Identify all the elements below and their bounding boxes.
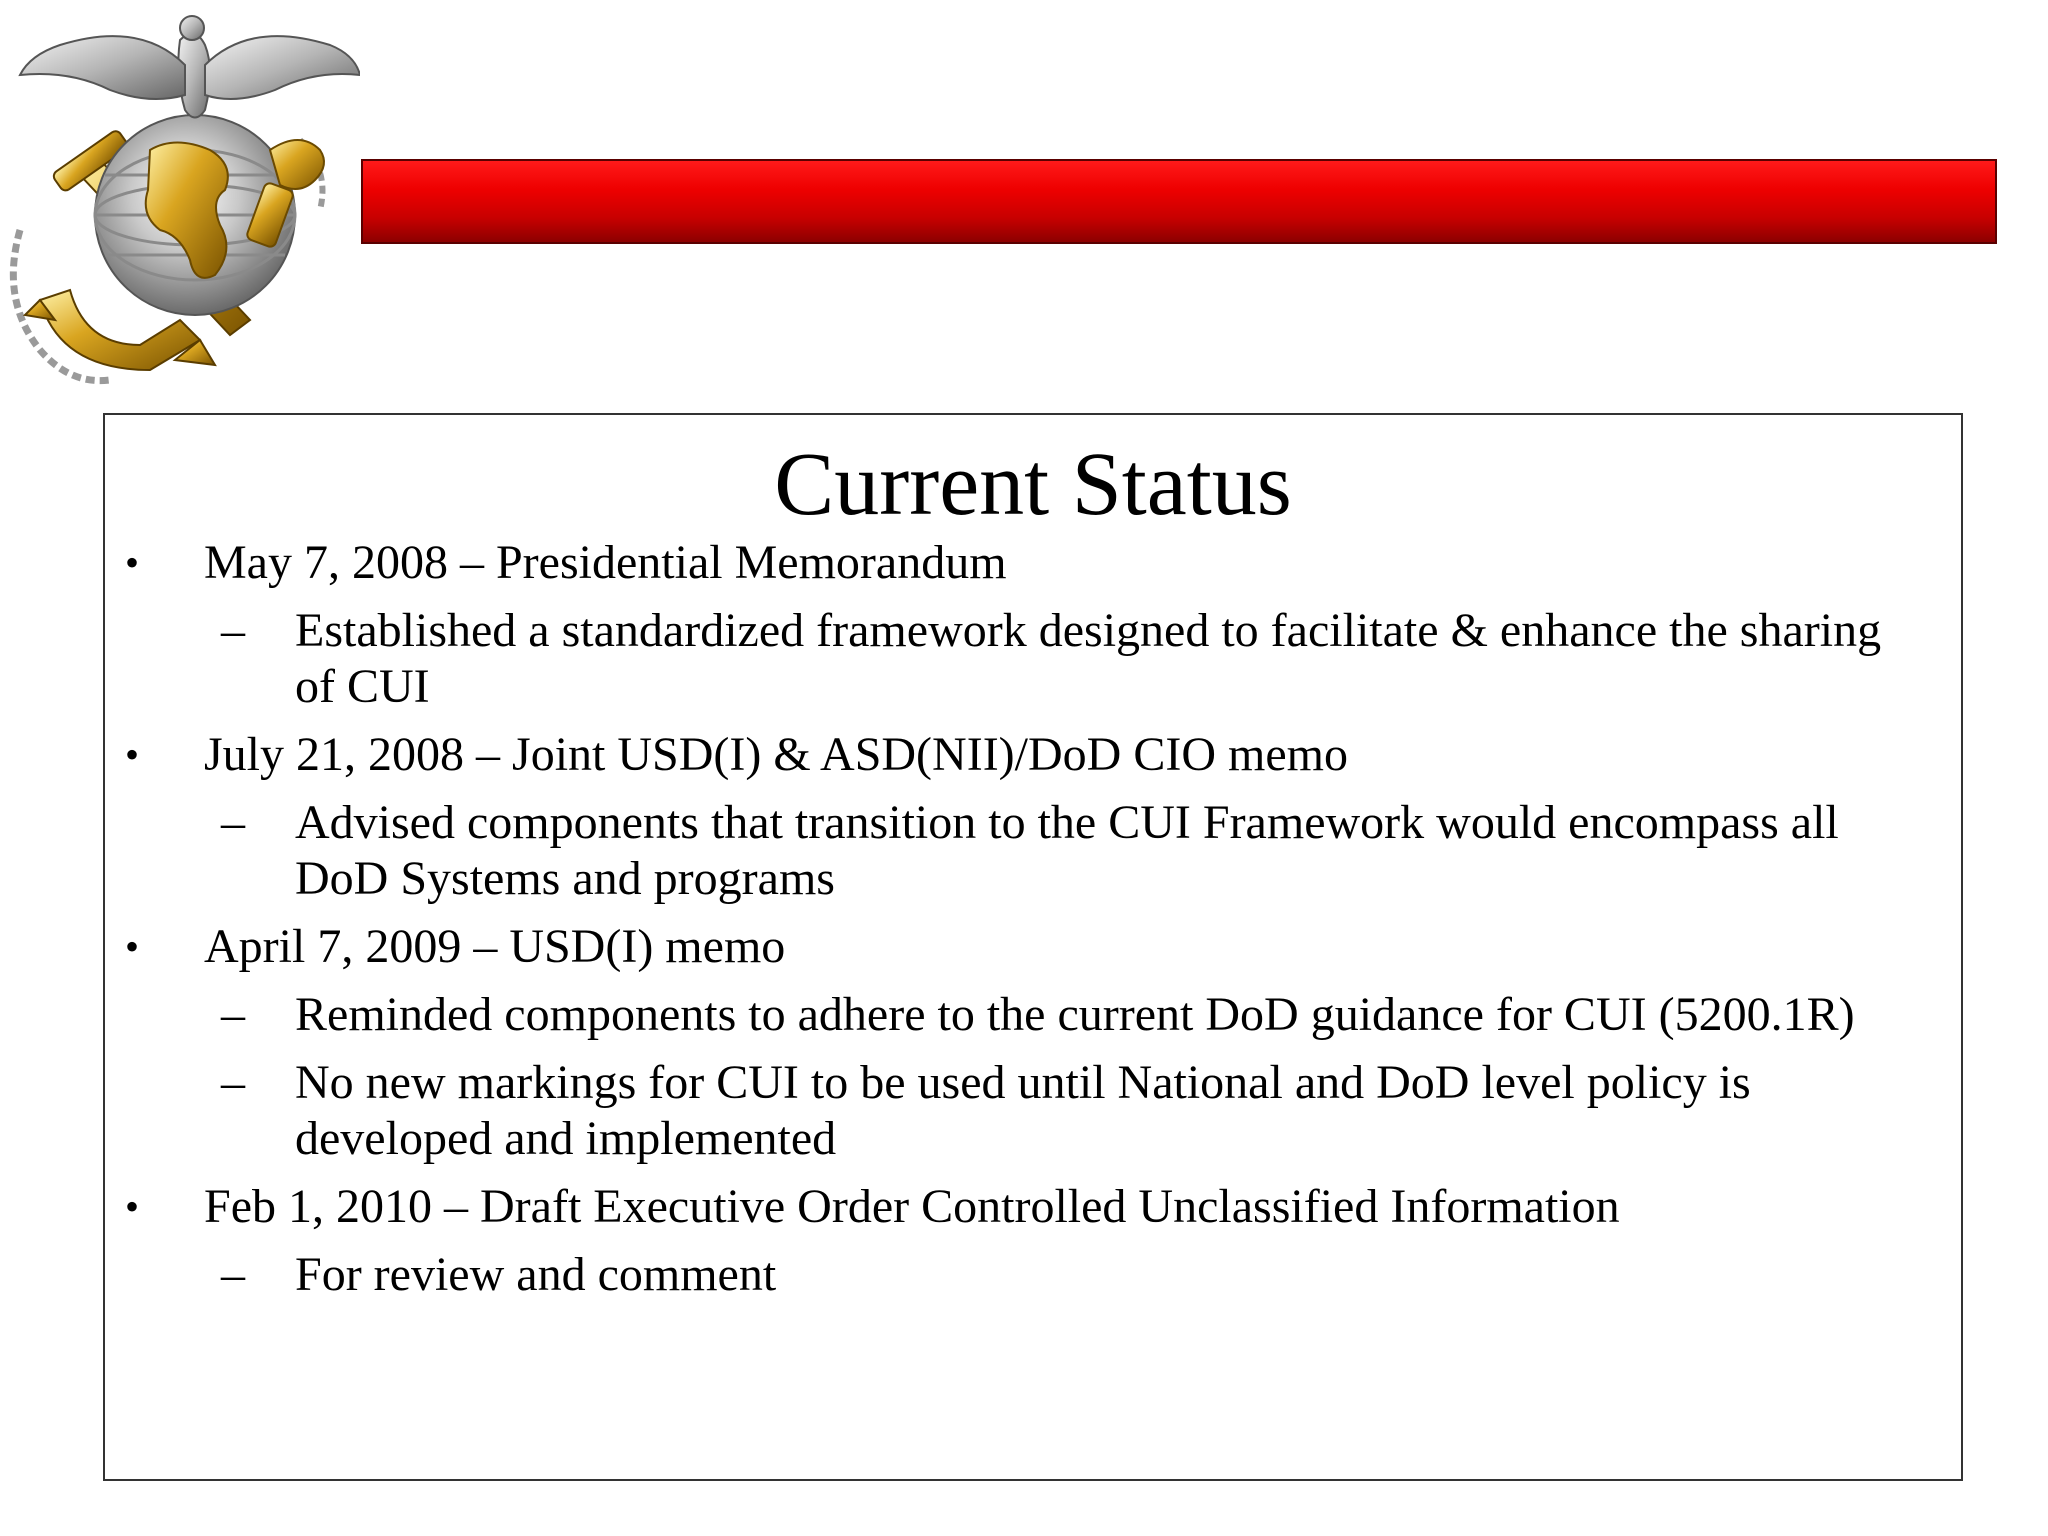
sub-bullet-item <box>203 603 1941 715</box>
sub-bullet-list <box>204 1247 1941 1303</box>
bullet-text: July 21, 2008 – Joint USD(I) & ASD(NII)/DoD CIO memo <box>204 728 1348 781</box>
sub-bullet-list <box>204 795 1941 907</box>
sub-bullet-list <box>204 603 1941 715</box>
sub-bullet-item <box>203 1247 1941 1303</box>
bullet-text: Feb 1, 2010 – Draft Executive Order Controlled Unclassified Information <box>204 1180 1620 1233</box>
dash-icon: – <box>221 1248 245 1301</box>
sub-bullet-text: No new markings for CUI to be used until National and DoD level policy is developed and implemented <box>295 1056 1751 1165</box>
sub-bullet-text: Established a standardized framework designed to facilitate & enhance the sharing of CUI <box>295 604 1882 713</box>
sub-bullet-item <box>203 987 1941 1043</box>
dash-icon: – <box>221 796 245 849</box>
bullet-item <box>105 727 1961 907</box>
slide-title: Current Status <box>774 435 1292 534</box>
bullet-text: May 7, 2008 – Presidential Memorandum <box>204 536 1007 589</box>
sub-bullet-text: Advised components that transition to the CUI Framework would encompass all DoD Systems and programs <box>295 796 1839 905</box>
bullet-item <box>105 535 1961 715</box>
bullet-dot-icon: • <box>125 540 140 585</box>
bullet-text: April 7, 2009 – USD(I) memo <box>204 920 786 973</box>
bullet-item <box>105 919 1961 1167</box>
sub-bullet-item <box>203 795 1941 907</box>
bullet-dot-icon: • <box>125 924 140 969</box>
bullet-item <box>105 1179 1961 1303</box>
dash-icon: – <box>221 988 245 1041</box>
bullet-dot-icon: • <box>125 732 140 777</box>
bullet-list <box>105 535 1961 1315</box>
sub-bullet-item <box>203 1055 1941 1167</box>
sub-bullet-list <box>204 987 1941 1167</box>
dash-icon: – <box>221 1056 245 1109</box>
sub-bullet-text: For review and comment <box>295 1248 777 1301</box>
dash-icon: – <box>221 604 245 657</box>
header-accent-bar <box>361 159 1997 244</box>
bullet-dot-icon: • <box>125 1184 140 1229</box>
eagle-globe-anchor-emblem-icon <box>0 0 360 400</box>
slide-content-box <box>103 413 1963 1481</box>
sub-bullet-text: Reminded components to adhere to the current DoD guidance for CUI (5200.1R) <box>295 988 1855 1041</box>
